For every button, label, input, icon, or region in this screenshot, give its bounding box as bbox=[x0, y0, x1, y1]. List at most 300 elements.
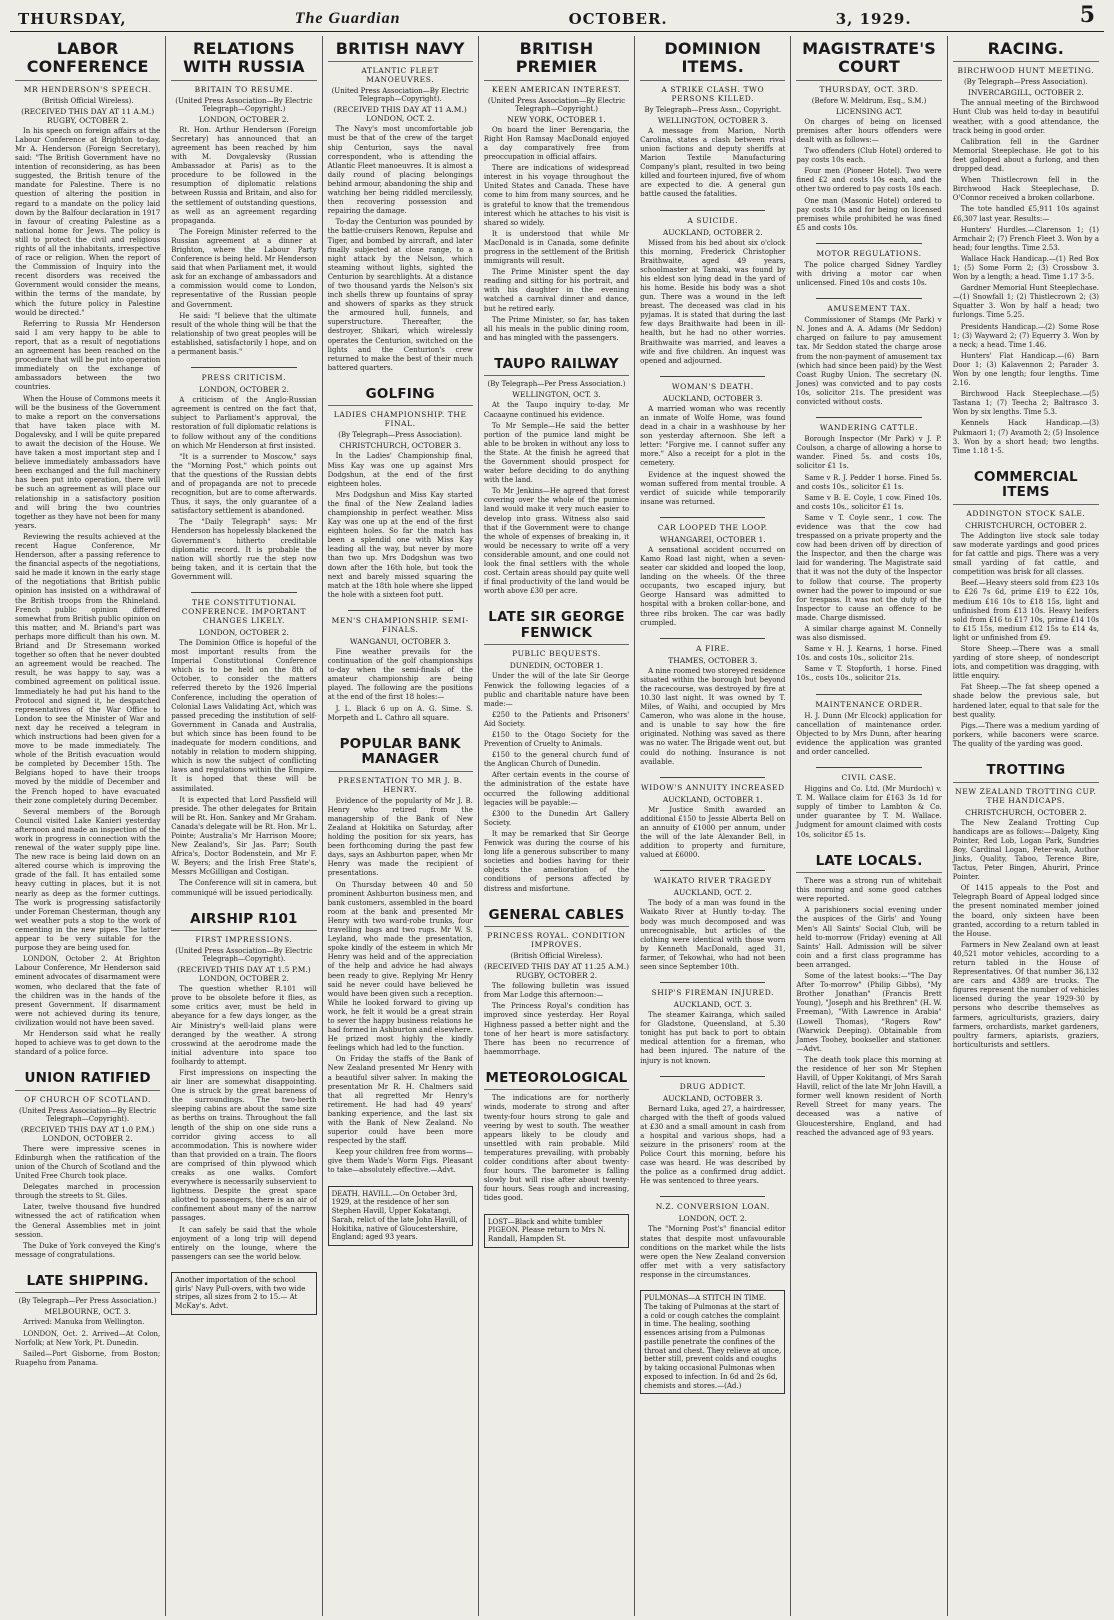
article-paragraph: On Friday the staffs of the Bank of New Zealand presented Mr Henry with a beautiful silver salver. In making the presentation Mr R. H. Chalmers said that all regretted Mr Henry's retirement. He had had 49 years' banking experience, and the last six with the Bank of New Zealand. No superior could have been more respected by the staff. bbox=[327, 1055, 473, 1146]
article-paragraph: A message from Marion, North Carolina, states a clash between rival union factions and deputy sheriffs at Marion Textile Manufacturing Company's plant, resulted in two being killed and fourteen injured, five of whom are expected to die. A general gun battle caused the fatalities. bbox=[640, 126, 786, 199]
article-subheading: PRESS CRITICISM. bbox=[201, 373, 287, 383]
article-headline: LATE SIR GEORGE FENWICK bbox=[484, 606, 629, 645]
article-headline: LATE LOCALS. bbox=[796, 850, 941, 874]
article-body bbox=[953, 99, 1099, 455]
article-paragraph: The indications are for northerly winds, moderate to strong and after twenty-four hours strong to gale and veering by west to south. The weather appears likely to be cloudy and unsettled with rain probable. Mild temperatures prevailing, with probably colder conditions after about twenty-four hours. The barometer is falling slowly but will rise after about twenty-four hours. Seas rough and increasing, tides good. bbox=[483, 1094, 630, 1203]
article-paragraph: Mr Henderson said what he really hoped to achieve was to get down to the standard of a police force. bbox=[15, 1029, 161, 1057]
article bbox=[796, 243, 941, 288]
article-paragraph: The Conference will sit in camera, but communiqué will be issued periodically. bbox=[171, 879, 317, 897]
article-subheading: FIRST IMPRESSIONS. bbox=[195, 935, 293, 945]
article-paragraph: On charges of being on licensed premises after hours offenders were dealt with as follows:— bbox=[796, 117, 942, 144]
article-headline: TAUPO RAILWAY bbox=[484, 353, 629, 377]
article-paragraph: Rt. Hon. Arthur Henderson (Foreign Secretary) has announced that an agreement has been reached by him with M. Dovgalevsky (Russian Ambassador at Paris) as to the procedure to be followed in the resumption of diplomatic relations between Russia and Britain, and also for the settlement of outstanding questions, as well as an agreement regarding propaganda. bbox=[171, 125, 317, 225]
article-subheading: LADIES CHAMPIONSHIP. THE FINAL. bbox=[333, 410, 467, 429]
article-paragraph: Referring to Russia Mr Henderson said I am very happy to be able to report, that as a result of negotiations an agreement has been reached on the procedure that will be put into operation immediately on the exchange of ambassadors between the two countries. bbox=[15, 319, 161, 392]
article-paragraph: Farmers in New Zealand own at least 40,521 motor vehicles, according to a return tabled in the House of Representatives. Of that number 36,132 are cars and 4389 are trucks. The figures represent the number of vehicles licensed during the year 1929-30 by persons who describe themselves as farmers, agriculturists, graziers, dairy farmers, orchardists, market gardeners, poultry farmers, apiarists, graziers, horticulturists and settlers. bbox=[952, 940, 1099, 1049]
article-dateline: LONDON, OCTOBER 2. bbox=[198, 385, 289, 395]
article bbox=[484, 904, 629, 1057]
article-headline: GENERAL CABLES bbox=[484, 904, 629, 928]
article-paragraph: Gardner Memorial Hunt Steeplechase.—(1) Snowfall 1; (2) Thistlecrown 2; (3) Squatter 3. Won by half a head; two furlongs. Time 5.25. bbox=[952, 284, 1099, 320]
article bbox=[953, 36, 1099, 456]
article-paragraph: The Princess Royal's condition has improved since yesterday. Her Royal Highness passed a better night and the tone of her heart is more satisfactory. There has been no recurrence of haemmorrhage. bbox=[483, 1002, 630, 1056]
article-paragraph: The tote handled £5,911 10s against £6,307 last year. Results:— bbox=[952, 205, 1099, 223]
article-paragraph: A criticism of the Anglo-Russian agreement is centred on the fact that, subject to Parliament's approval, the restoration of full diplomatic relations is to follow without any of the conditions on which Mr Henderson at first insisted. bbox=[171, 396, 317, 450]
article-body bbox=[171, 396, 316, 582]
article-headline: DOMINION ITEMS. bbox=[640, 36, 785, 81]
article-paragraph: £300 to the Dunedin Art Gallery Society. bbox=[483, 809, 630, 827]
article-paragraph: When Thistlecrown fell in the Birchwood Hack Steeplechase, D. O'Connor received a broken collarbone. bbox=[952, 176, 1099, 203]
article-paragraph: Commissioner of Stamps (Mr Park) v N. Jones and A. A. Adams (Mr Seddon) charged on failure to pay amusement tax. Mr Seddon stated the charge arose from the non-payment of amusement tax (which had since been paid) by the West Coast Rugby Union. The secretary (N. Jones) was convicted and to pay costs 10s, solicitor 21s. The president was convicted without costs. bbox=[796, 316, 942, 407]
article-body bbox=[640, 405, 785, 507]
article-subheading: PUBLIC BEQUESTS. bbox=[512, 649, 601, 659]
article-paragraph: At the Taupo inquiry to-day, Mr Cacaayne continued his evidence. bbox=[483, 401, 630, 419]
article-paragraph: Borough Inspector (Mr Park) v J. P. Coulson, a charge of allowing a horse to wander. Fined 5s. and costs 10s, solicitor £1 1s. bbox=[796, 435, 942, 471]
section-divider bbox=[660, 777, 765, 778]
article-paragraph: He said: "I believe that the ultimate result of the whole thing will be that the relationship of two great peoples will be established, satisfactorily I hope, and on a permanent basis." bbox=[171, 311, 317, 357]
section-divider bbox=[191, 592, 296, 593]
article-body bbox=[796, 785, 941, 840]
article-headline: GOLFING bbox=[328, 383, 473, 407]
advertisement: PULMONAS—A STITCH IN TIME. The taking of Pulmonas at the start of a cold or cough catches the complaint in time. The healing, soothing essences arising from a Pulmonas pastille penetrate the confines of the throat and chest. They relieve at once, better still, prevent colds and coughs by taking occasional Pulmonas when exposed to infection. In 6d and 2s 6d, chemists and stores.—(Ad.) bbox=[640, 1290, 785, 1394]
article-body bbox=[328, 125, 473, 373]
column-1 bbox=[10, 36, 166, 1616]
article-paragraph: Calibration fell in the Gardner Memorial Steeplechase. He got to his feet galloped about a furlong, and then dropped dead. bbox=[952, 137, 1099, 174]
article-body bbox=[15, 127, 160, 1057]
article-paragraph: The Prime Minister spent the day reading and sitting for his portrait, and with his daughter in the evening watched a carnival dinner and dance, but he retired early. bbox=[483, 268, 630, 313]
article-paragraph: First impressions on inspecting the air liner are somewhat disappointing. One is struck by the great bareness of the surroundings. The two-berth sleeping cabins are about the same size as berths on trains. Throughout the fall length of the ship on one side runs a corridor giving access to all accommodation. This is nowhere wider than that provided on a train. The floors are comprised of thin plywood which creaks as one walks. Comfort everywhere is necessarily subservient to lightness. Despite the great space allotted to passengers, there is an air of confinement about many of the narrow passages. bbox=[171, 1068, 317, 1223]
article-body bbox=[640, 546, 785, 628]
masthead-paper-name: The Guardian bbox=[294, 10, 401, 27]
article-paragraph: LONDON, October 2. At Brighton Labour Conference, Mr Henderson said eminent advocates of disarmament were women, who declared that the fate of the children was in the hands of the present Government. If disarmament were not achieved during its tenure, civilization would not have been saved. bbox=[15, 955, 161, 1027]
article-paragraph: Mr Justice Smith awarded an additional £150 to Jessie Alberta Bell on an annuity of £1000 per annum, under the will of the late Alexander Bell, in addition to property and furniture, valued at £6000. bbox=[640, 805, 786, 860]
article-paragraph: Presidents Handicap.—(2) Some Rose 1; (3) Wayward 2; (7) Equerry 3. Won by a neck; a head. Time 1.46. bbox=[952, 322, 1099, 349]
article-paragraph: Fat Sheep.—The fat sheep opened a shade below the previous sale, but hardened later, equal to that sale for the best quality. bbox=[952, 683, 1099, 719]
article-dateline: (RECEIVED THIS DAY AT 11 A.M.) LONDON, OCT. 2. bbox=[333, 105, 467, 124]
article-paragraph: Birchwood Hack Steeplechase.—(5) Tastana 1; (7) Teecha 2; Baltrasco 3. Won by six lengths. Time 5.3. bbox=[952, 390, 1099, 417]
article-paragraph: Same v B. E. Coyle, 1 cow. Fined 10s. and costs 10s., solicitor £1 1s. bbox=[796, 493, 942, 511]
article-body bbox=[484, 672, 629, 893]
article bbox=[640, 36, 785, 200]
article-subheading: WIDOW'S ANNUITY INCREASED bbox=[640, 782, 785, 792]
article-dateline: LONDON, OCT. 2. bbox=[678, 1214, 747, 1224]
article-paragraph: Beef.—Heavy steers sold from £23 10s to £26 7s 6d, prime £19 to £22 10s, medium £16 10s to £18 15s, light and unfinished from £13 10s. Heavy heifers sold from £16 to £17 10s, prime £14 10s to £15 15s, medium £12 15s to £14 4s, light or unfinished from £9. bbox=[952, 579, 1099, 642]
article-paragraph: To-day the Centurion was pounded by the battle-cruisers Renown, Repulse and Tiger, and bombed by aircraft, and later finally subjected at close range, to a night attack by the Nelson, which steaming without lights, sighted the Centurion by searchlights. At a distance of two thousand yards the Nelson's six inch shells threw up fountains of spray and showers of sparks as they struck the armoured hull, funnels, and superstructure. Thereafter, the destroyer, Shikari, which wirelessly operates the Centurion, switched on the lights and the Centurion's crew returned to make the best of their much battered quarters. bbox=[327, 218, 473, 372]
article-paragraph: Bernard Luka, aged 27, a hairdresser, charged with the theft of goods valued at £30 and a small amount in cash from a hospital and various shops, had a seizure in the prisoners' room at the Police Court this morning, before his case was heard. He was described by the police as a confirmed drug addict. He was sentenced to three years. bbox=[640, 1104, 786, 1186]
article-credit: (United Press Association—By Electric Telegraph—Copyright.) bbox=[487, 96, 626, 113]
article-paragraph: Missed from his bed about six o'clock this morning, Frederick Christopher Braithwaite, aged 49 years, schoolmaster at Tamaki, was found by his eldest son lying dead in the yard of his home. Beside his body was a shot gun. There was a wound in the left breast. The deceased was clad in his pyjamas. It is stated that during the last few days Braithwaite had been in ill-health, but he had no other worries. Braithwaite was married, and leaves a wife and five children. An inquest was opened and adjourned. bbox=[640, 238, 786, 365]
article-headline: UNION RATIFIED bbox=[15, 1067, 160, 1091]
article-subheading: CAR LOOPED THE LOOP. bbox=[657, 522, 768, 532]
article-paragraph: A married woman who was recently an inmate of Wolfe Home, was found dead in a chair in a washhouse by her son yesterday afternoon. She left a letter: "Forgive me. I cannot suffer any more." Also a receipt for a plot in the cemetery. bbox=[640, 404, 786, 468]
article bbox=[953, 466, 1099, 749]
section-divider bbox=[816, 767, 921, 768]
article-paragraph: The steamer Kairanga, which sailed for Gladstone, Queensland, at 5.30 tonight has put back to port to obtain medical attention for a fireman, who had been injured. The nature of the injury is not known. bbox=[640, 1011, 786, 1065]
article-paragraph: Same v R. J. Pedder 1 horse. Fined 5s. and costs 10s., solicitor £1 1s. bbox=[796, 473, 942, 491]
article-credit: (By Telegraph—Per Press Association.) bbox=[487, 380, 626, 389]
article-subheading: NEW ZEALAND TROTTING CUP. THE HANDICAPS. bbox=[955, 786, 1097, 805]
article bbox=[640, 638, 785, 767]
article-paragraph: J. L. Black 6 up on A. G. Sime. S. Morpeth and L. Cathro all square. bbox=[327, 704, 473, 722]
article-subheading: DRUG ADDICT. bbox=[679, 1081, 746, 1091]
section-divider bbox=[348, 610, 453, 611]
article-credit: (By Telegraph—Press Association). bbox=[963, 78, 1088, 87]
article-paragraph: There were impressive scenes in Edinburgh when the ratification of the union of the Church of Scotland and the United Free Church took place. bbox=[15, 1144, 161, 1181]
article-paragraph: Store Sheep.—There was a small yarding of store sheep, of nondescript lots, and competition was dragging, with little enquiry. bbox=[952, 645, 1099, 681]
article-paragraph: Keep your children free from worms—give them Wade's Worm Figs. Pleasant to take—absolutely effective.—Advt. bbox=[327, 1148, 473, 1175]
article-dateline: WELLINGTON, OCT. 3. bbox=[512, 390, 601, 400]
article-body bbox=[953, 532, 1099, 749]
article-paragraph: Hunters' Flat Handicap.—(6) Barn Door 1; (3) Kalavennon 2; Parader 3. Won by one length; four lengths. Time 2.16. bbox=[952, 351, 1099, 388]
article-body bbox=[484, 126, 629, 343]
article-credit: (United Press Association—By Electric Telegraph—Copyright). bbox=[175, 947, 313, 964]
article-paragraph: In his speech on foreign affairs at the Labour Conference at Brighton to-day, Mr A. Henderson (Foreign Secretary), said: "The British Government have no intention of reconsidering, as has been suggested, the British tenure of the mandate for Palestine. There is no question of altering the position in regard to a mandate on the policy laid down by the Balfour declaration in 1917 in favour of creating Palestine as a national home for Jews. The policy is still to protect the civil and religious rights of all the inhabitants, irrespective of race or religion. When the report of the Commission of Inquiry into the recent disorders was received the Government would consider the means, within the terms of the mandate, by which the future policy in Palestine would be directed." bbox=[15, 126, 161, 317]
article-paragraph: Same v H. J. Kearns, 1 horse. Fined 10s. and costs 10s., solicitor 21s. bbox=[796, 645, 942, 663]
article bbox=[796, 694, 941, 757]
article-dateline: INVERCARGILL, OCTOBER 2. bbox=[967, 88, 1084, 98]
article-headline: RELATIONS WITH RUSSIA bbox=[171, 36, 316, 81]
article-paragraph: A parishioners social evening under the auspices of the Girls' and Young Men's All Saints' Social Club, will be held to-morrow (Friday) evening at All Saints' Hall. Admission will be silver coin and a first class programme has been arranged. bbox=[796, 906, 942, 969]
article-paragraph: There are indications of widespread interest in his voyage throughout the United States and Canada. These have come to him from many sources, and he is grateful to know that the tremendous interest which he attaches to his visit is shared so widely. bbox=[483, 164, 630, 227]
article-paragraph: On board the liner Berengaria, the Right Hon Ramsay MacDonald enjoyed a day comparatively free from preoccupation in official affairs. bbox=[483, 125, 630, 162]
section-divider bbox=[660, 1196, 765, 1197]
article-paragraph: Mrs Dodgshun and Miss Kay started the final of the New Zealand ladies championship in perfect weather. Miss Kay was one up at the end of the first eighteen holes. So far the match has been a splendid one with Miss Kay leading all the way, but never by more than two up. Mrs Dodgshun was two down after the 16th hole, but took the next and barely missed squaring the match at the 18th hole where she lipped the hole with a sixteen foot putt. bbox=[327, 490, 473, 599]
article-headline: RACING. bbox=[953, 36, 1099, 62]
article-body bbox=[171, 126, 316, 357]
article-paragraph: A sensational accident occurred on Kamo Road last night, when a seven-seater car skidded and looped the loop, landing on the wheels. Of the three occupants, two escaped injury, but George Hansard was admitted to hospital with a broken collar-bone, and three ribs broken. The car was badly crumpled. bbox=[640, 545, 786, 627]
article-subheading: AMUSEMENT TAX. bbox=[827, 304, 911, 314]
masthead bbox=[10, 2, 1104, 32]
article-body bbox=[171, 639, 316, 898]
article bbox=[796, 767, 941, 840]
article bbox=[953, 759, 1099, 1050]
article-paragraph: It is understood that while Mr MacDonald is in Canada, some definite progress in the settlement of the British immigrants will result. bbox=[483, 229, 630, 266]
article-dateline: DUNEDIN, OCTOBER 1. bbox=[509, 661, 604, 671]
article-body bbox=[640, 667, 785, 767]
article-headline: BRITISH NAVY bbox=[328, 36, 473, 62]
article-dateline: LONDON, OCTOBER 2. bbox=[198, 628, 289, 637]
article-paragraph: Same v T. Stopforth, 1 horse. Fined 10s., costs 10s., solicitor 21s. bbox=[796, 665, 942, 683]
article-body bbox=[796, 435, 941, 683]
article-paragraph: The question whether R.101 will prove to be obsolete before it flies, as some critics aver, must be held in abeyance for a few days longer, as the Air Ministry's well-laid plans were deranged by the weather. A strong crosswind at the aerodrome made the initial adventure into space too foolhardy to attempt. bbox=[171, 985, 317, 1066]
article-dateline: AUCKLAND, OCTOBER 2. bbox=[662, 227, 763, 237]
article-credit: (United Press Association—By Electric Telegraph—Copyright). bbox=[331, 87, 469, 104]
article-dateline: MELBOURNE, OCT. 3. bbox=[44, 1307, 131, 1317]
article-paragraph: Arrived: Manuka from Wellington. bbox=[23, 1318, 145, 1327]
article-headline: COMMERCIAL ITEMS bbox=[953, 466, 1099, 505]
article-paragraph: A similar charge against M. Connelly was also dismissed. bbox=[796, 625, 942, 643]
article-paragraph: Pigs.—There was a medium yarding of porkers, while baconers were scarce. The quality of the yarding was good. bbox=[952, 721, 1099, 748]
section-divider bbox=[816, 417, 921, 418]
article-body bbox=[640, 1105, 785, 1187]
article bbox=[640, 376, 785, 507]
article-paragraph: Some of the latest books:—"The Day After To-morrow" (Philip Gibbs), "My Brother Jonathan" (Francis Brett Young), "Joseph and his Brethren" (H. W. Freeman), "With Lawrence in Arabia" (Lowell Thomas), "Rogers Row" (Warwick Deeping). Obtainable from James Toohey, bookseller and stationer.—Advt. bbox=[796, 972, 942, 1053]
article-subheading: THURSDAY, OCT. 3RD. bbox=[819, 84, 919, 94]
article bbox=[640, 982, 785, 1066]
article-credit: By Telegraph—Press Assn., Copyright. bbox=[644, 105, 782, 114]
article-subheading: WANDERING CATTLE. bbox=[819, 423, 919, 433]
article-paragraph: It may be remarked that Sir George Fenwick was during the course of his long life a generous subscriber to many societies and bodies having for their objects the amelioration of the conditions of persons affected by distress and misfortune. bbox=[483, 829, 630, 893]
article bbox=[171, 36, 316, 357]
article-dateline: AUCKLAND, OCTOBER 3. bbox=[662, 393, 763, 403]
article-body bbox=[484, 401, 629, 596]
article-subheading: KEEN AMERICAN INTEREST. bbox=[491, 84, 622, 94]
article-paragraph: In the Ladies' Championship final, Miss Kay was one up against Mrs Dodgshun, at the end of the first eighteen holes. bbox=[327, 452, 473, 488]
article-dateline: AUCKLAND, OCTOBER 1. bbox=[662, 794, 763, 804]
article bbox=[328, 36, 473, 373]
article-subheading: PRINCESS ROYAL. CONDITION IMPROVES. bbox=[487, 931, 626, 950]
article-body bbox=[640, 1011, 785, 1066]
article-body bbox=[484, 1094, 629, 1203]
article-subheading: MAINTENANCE ORDER. bbox=[815, 699, 923, 709]
article-paragraph: Same v T. Coyle senr., 1 cow. The evidence was that the cow had trespassed on a private property and the cow had been driven off by direction of the Inspector, and then the charge was laid for wandering. The Magistrate said that it was not the duty of the Inspector to follow that course. The property owner had the power to impound or sue for trespass. It was not the duty of the Inspector to cause an offence to be made. Charge dismissed. bbox=[796, 513, 942, 622]
article-paragraph: Sailed—Port Gisborne, from Boston; Ruapehu from Panama. bbox=[15, 1349, 161, 1367]
article-subheading: MEN'S CHAMPIONSHIP. SEMI-FINALS. bbox=[331, 615, 469, 634]
article-subheading: PRESENTATION TO MR J. B. HENRY. bbox=[337, 775, 463, 794]
advertisement: LOST—Black and white tumbler PIGEON. Please return to Mrs N. Randall, Hampden St. bbox=[484, 1214, 629, 1248]
article-body bbox=[796, 261, 941, 288]
article bbox=[796, 850, 941, 1138]
article-paragraph: Later, twelve thousand five hundred witnessed the act of ratification when the General Assemblies met in joint session. bbox=[15, 1203, 161, 1239]
article-paragraph: The Prime Minister, so far, has taken all his meals in the public dining room, and has mingled with the passengers. bbox=[483, 315, 630, 342]
article-dateline: AUCKLAND, OCT. 2. bbox=[673, 888, 752, 898]
article-headline: LATE SHIPPING. bbox=[15, 1270, 160, 1294]
article bbox=[15, 1270, 160, 1368]
article-dateline: WELLINGTON, OCTOBER 3. bbox=[657, 115, 768, 125]
article-body bbox=[328, 648, 473, 723]
article-paragraph: Delegates marched in procession through the streets to St. Giles. bbox=[15, 1183, 161, 1201]
article-subheading: WOMAN'S DEATH. bbox=[671, 381, 754, 391]
article-body bbox=[796, 118, 941, 233]
section-divider bbox=[816, 694, 921, 695]
article bbox=[484, 36, 629, 343]
article-paragraph: To Mr Semple—He said the better portion of the pumice land might be able to be broken in without any loss to the State. At the finish he agreed that the Government should prospect for water before deciding to do anything with the land. bbox=[483, 421, 630, 485]
article-subheading: A STRIKE CLASH. TWO PERSONS KILLED. bbox=[661, 84, 765, 103]
article-subheading: ATLANTIC FLEET MANOEUVRES. bbox=[361, 66, 439, 85]
article-paragraph: "It is a surrender to Moscow," says the "Morning Post," which points out that the questions of the Russian debts and of propaganda are not to precede recognition, but are to come afterwards. Thus, it says, the only guarantee of a satisfactory settlement is abandoned. bbox=[171, 452, 317, 516]
section-divider bbox=[660, 870, 765, 871]
article bbox=[171, 592, 316, 898]
column-5 bbox=[635, 36, 791, 1616]
article-credit: (United Press Association—By Electric Telegraph—Copyright). bbox=[19, 1106, 157, 1123]
section-divider bbox=[660, 376, 765, 377]
section-divider bbox=[816, 298, 921, 299]
article-paragraph: The Addington live stock sale today saw moderate yardings and good prices for fat cattle and pigs. There was a very small yarding of fat cattle, and competition was brisk for all classes. bbox=[952, 531, 1099, 577]
section-divider bbox=[660, 1076, 765, 1077]
article-paragraph: The police charged Sidney Yardley with driving a motor car when unlicensed. Fined 10s and costs 10s. bbox=[796, 260, 942, 288]
article-headline: AIRSHIP R101 bbox=[171, 908, 316, 932]
article-headline: METEOROLOGICAL bbox=[484, 1067, 629, 1091]
article-body bbox=[640, 806, 785, 861]
article bbox=[328, 383, 473, 600]
article-subheading: MR HENDERSON'S SPEECH. bbox=[23, 84, 152, 94]
article bbox=[640, 870, 785, 972]
article-paragraph: The death took place this morning at the residence of her son Mr Stephen Havill, of Upper Kokitangi, of Mrs Sarah Havill, relict of the late Mr John Havill, a former well known resident of North Revell Street for many years. The deceased was a native of Gloucestershire, England, and had reached the advanced age of 93 years. bbox=[796, 1055, 942, 1137]
article bbox=[328, 610, 473, 723]
article-paragraph: The annual meeting of the Birchwood Hunt Club was held to-day in beautiful weather, with a good attendance, the track being in good order. bbox=[952, 99, 1099, 135]
article-paragraph: H. J. Dunn (Mr Elcock) application for cancellation of maintenance order. Objected to by Mrs Dunn, after hearing evidence the application was granted and order cancelled. bbox=[796, 711, 942, 756]
article-paragraph: When the House of Commons meets it will be the business of the Government to make a report on the conversations that have taken place with M. Dogalevsky, and I will be quite prepared to await the decision of the House. We have taken a most important step and I believe immediately ambassadors have been exchanged and the full machinery has been put into operation, there will be such an agreement as will place our relationship in a satisfactory position and will bring the two countries together as they have not been for many years. bbox=[15, 394, 161, 530]
article-subheading: MOTOR REGULATIONS. bbox=[816, 248, 922, 258]
article-credit: (British Official Wireless). bbox=[41, 96, 134, 105]
article-paragraph: £250 to the Patients and Prisoners' Aid Society. bbox=[483, 710, 630, 728]
article-dateline: (RECEIVED THIS DAY AT 1.0 P.M.) LONDON, OCTOBER 2. bbox=[20, 1124, 155, 1143]
article bbox=[484, 606, 629, 893]
masthead-date: 3, 1929. bbox=[835, 10, 912, 28]
article-body bbox=[15, 1318, 160, 1367]
article-subheading: N.Z. CONVERSION LOAN. bbox=[655, 1202, 770, 1212]
column-6 bbox=[791, 36, 947, 1616]
article bbox=[640, 777, 785, 861]
article-dateline: (RECEIVED THIS DAY AT 1.5 P.M.) LONDON, OCTOBER 2. bbox=[177, 965, 311, 984]
article-subheading: CIVIL CASE. bbox=[841, 773, 897, 783]
article-dateline: AUCKLAND, OCT. 3. bbox=[673, 1000, 752, 1010]
section-divider bbox=[660, 517, 765, 518]
article-paragraph: Hunters' Hurdles.—Clarenson 1; (1) Armchair 2; (7) French Fleet 3. Won by a head; four lengths. Time 2.53. bbox=[952, 225, 1099, 252]
article-dateline: LONDON, OCTOBER 2. bbox=[198, 114, 289, 124]
section-divider bbox=[191, 367, 296, 368]
article-subheading: ADDINGTON STOCK SALE. bbox=[966, 508, 1086, 518]
article-headline: POPULAR BANK MANAGER bbox=[328, 733, 473, 772]
death-notice: DEATH. HAVILL.—On October 3rd, 1929, at the residence of her son Stephen Havill, Upper Kokatangi, Sarah, relict of the late John Havill, of Hokitika, native of Gloucestershire, England; aged 93 years. bbox=[328, 1186, 473, 1247]
article-dateline: CHRISTCHURCH, OCTOBER 2. bbox=[965, 807, 1087, 817]
article bbox=[484, 353, 629, 596]
article-paragraph: Under the will of the late Sir George Fenwick the following legacies of a public and charitable nature have been made:— bbox=[483, 672, 630, 708]
section-divider bbox=[660, 210, 765, 211]
article-body bbox=[328, 797, 473, 1176]
article-paragraph: The Duke of York conveyed the King's message of congratulations. bbox=[15, 1241, 161, 1259]
article-dateline: (RECEIVED THIS DAY AT 11.25 A.M.) RUGBY, OCTOBER 2. bbox=[483, 962, 630, 981]
article-paragraph: The following bulletin was issued from Mar Lodge this afternoon:— bbox=[483, 982, 630, 1000]
article-body bbox=[640, 127, 785, 200]
article-headline: BRITISH PREMIER bbox=[484, 36, 629, 81]
article-paragraph: Reviewing the results achieved at the recent Hague Conference, Mr Henderson, after a passing reference to the financial aspects of the negotiations, said he made it known in the early stage of the negotiations that British public opinion has insisted on a withdrawal of the British troops from the Rhineland. French public opinion differed somewhat from British public opinion on this matter, and M. Briand's part was perhaps more difficult than his own. M. Briand and Dr Stresemann worked together so often that he never doubted an agreement would be reached. The result, he was happy to say, was a combined agreement on political issue. Immediately he had put his hand to the Protocol and signed it, he despatched representatives of the War Office to London to see the Minister of War and next day he received a telegram in which instructions had been given for a move to be made immediately. The whole of the British evacuation would be completed by December 15th. The Belgians hoped to have their troops moved by the middle of December and the French hoped to have evacuated their zone completely during December. bbox=[15, 532, 161, 805]
article-paragraph: Of 1415 appeals to the Post and Telegraph Board of Appeal lodged since the present nominated member joined the board, only sixteen have been granted, according to a return tabled in the House. bbox=[952, 884, 1099, 938]
article-subheading: OF CHURCH OF SCOTLAND. bbox=[24, 1094, 151, 1104]
article-credit: (British Official Wireless). bbox=[510, 952, 603, 961]
article-paragraph: Higgins and Co. Ltd. (Mr Murdoch) v. T. M. Wallace claim for £163 3s 1d for supply of timber to Lambton & Co. under guarantee by T. M. Wallace. Judgment for amount claimed with costs 10s, solicitor £5 1s. bbox=[796, 785, 942, 839]
column-2 bbox=[166, 36, 322, 1616]
article-paragraph: The "Morning Post's" financial editor states that despite most unfavourable conditions on the market while the lists were open the New Zealand conversion offer met with a very satisfactory response in the circumstances. bbox=[640, 1225, 786, 1279]
article-paragraph: After certain events in the course of the administration of the estate have occurred the following additional legacies will be payable:— bbox=[483, 771, 630, 807]
article bbox=[796, 417, 941, 683]
article bbox=[640, 517, 785, 628]
article-subheading: A FIRE. bbox=[695, 643, 730, 653]
article-body bbox=[796, 712, 941, 757]
article-body bbox=[640, 899, 785, 972]
article-paragraph: A nine roomed two storeyed residence situated within the borough but beyond the racecourse, was destroyed by fire at 10.30 last night. It was owned by T. Miles, of Waihi, and occupied by Mrs Cameron, who was alone in the house, and is unable to say how the fire originated. Nothing was saved as there was no water. The Brigade went out, but could do nothing. Insurance is not available. bbox=[640, 666, 786, 766]
article bbox=[484, 1067, 629, 1204]
article bbox=[640, 1076, 785, 1187]
columns bbox=[10, 36, 1104, 1616]
advertisement: Another importation of the school girls' Navy Pull-overs, with two wide stripes, all sizes from 2 to 15.— At McKay's. Advt. bbox=[171, 1272, 316, 1315]
article-body bbox=[640, 239, 785, 366]
article-paragraph: Evidence at the inquest showed the woman suffered from mental trouble. A verdict of suicide while temporarily insane was returned. bbox=[640, 470, 786, 506]
article-dateline: NEW YORK, OCTOBER 1. bbox=[507, 114, 606, 124]
article-paragraph: £150 to the general church fund of the Anglican Church of Dunedin. bbox=[483, 751, 630, 769]
article bbox=[171, 367, 316, 582]
article-paragraph: It is expected that Lord Passfield will preside. The other delegates for Britain will be Rt. Hon. Sankey and Mr Graham. Canada's delegate will be Rt. Hon. Mr L. Pointe; Australia's Mr Harrison Moore; New Zealand's, Sir Jas. Parr; South Africa's, Doctor Bodenstein, and Mr F. W. Beyers; and the Irish Free State's, Messrs McGilligan and Costigan. bbox=[171, 795, 317, 877]
article-body bbox=[796, 877, 941, 1138]
article-body bbox=[484, 982, 629, 1057]
article-body bbox=[953, 819, 1099, 1050]
article-paragraph: The Navy's most uncomfortable job must be that of the crew of the target ship Centurion, says the naval correspondent, who is attending the Atlantic Fleet manoeuvres. It is almost a daily round of placing belongings behind armour, abandoning the ship and watching her being riddled mercilessly, then recovering possession and repairing the damage. bbox=[327, 125, 473, 216]
article-paragraph: One man (Masonic Hotel) ordered to pay costs 10s and for being on licensed premises while prohibited he was fined £5 and costs 10s. bbox=[796, 196, 942, 232]
column-7 bbox=[948, 36, 1104, 1616]
masthead-page-number: 5 bbox=[1079, 2, 1096, 28]
article-paragraph: The Dominion Office is hopeful of the most important results from the Imperial Constitutional Conference which is to be held on the 8th of October, to consider the matters referred thereto by the 1926 Imperial Conference, including the operation of Colonial Laws Validating Act, which was passed preceding the institution of self-Government in Canada and Australia, but which since has been found to be inadequate for modern conditions, and notably in relation to modern shipping, which is now the subject of conflicting laws and regulations within the Empire. It is hoped that these will be assimilated. bbox=[171, 639, 317, 793]
article bbox=[171, 908, 316, 1262]
article-credit: (Before W. Meldrum, Esq., S.M.) bbox=[811, 96, 927, 105]
section-divider bbox=[660, 638, 765, 639]
article-credit: (United Press Association—By Electric Telegraph—Copyright.) bbox=[175, 96, 313, 113]
article-paragraph: The body of a man was found in the Waikato River at Huntly to-day. The body was much decomposed and was unrecognisable, but articles of the clothing were identical with those worn by Kenneth MacDonald, aged 31, farmer, of Tekowhai, who had not been seen since September 10th. bbox=[640, 899, 786, 971]
article-paragraph: The "Daily Telegraph" says: Mr Henderson has hopelessly blackened the Government's hitherto creditable diplomatic record. It is probable the nation will shortly rue the step now being taken, and it is certain that the Government will. bbox=[171, 518, 317, 581]
article-body bbox=[328, 452, 473, 600]
article-body bbox=[171, 985, 316, 1262]
article-headline: TROTTING bbox=[953, 759, 1099, 783]
section-divider bbox=[660, 982, 765, 983]
article-credit: (By Telegraph—Press Association). bbox=[338, 431, 463, 440]
article-paragraph: LONDON, Oct. 2. Arrived—At Colon, Norfolk; at New York, Pt. Dunedin. bbox=[15, 1329, 161, 1347]
article-paragraph: There was a strong run of whitebait this morning and some good catches were reported. bbox=[796, 877, 942, 904]
article-subheading: SHIP'S FIREMAN INJURED. bbox=[651, 988, 775, 998]
article-dateline: WANGANUI, OCTOBER 3. bbox=[349, 636, 451, 646]
article-body bbox=[796, 316, 941, 407]
masthead-day: THURSDAY, bbox=[18, 10, 127, 28]
article-credit: (By Telegraph—Per Press Association.) bbox=[18, 1297, 157, 1306]
article-paragraph: It can safely be said that the whole enjoyment of a long trip will depend entirely on the lounge, where the passengers can see the world below. bbox=[171, 1225, 317, 1261]
article-paragraph: Kennels Hack Handicap.—(3) Pukmaori 1; (7) Avamoth 2; (5) Insolence 3. Won by a short head; two lengths. Time 1.18 1-5. bbox=[952, 419, 1099, 455]
article-subheading: A SUICIDE. bbox=[687, 215, 739, 225]
article-paragraph: Two offenders (Club Hotel) ordered to pay costs 10s each. bbox=[796, 147, 942, 165]
article-dateline: CHRISTCHURCH, OCTOBER 2. bbox=[965, 520, 1087, 530]
article-paragraph: Four men (Pioneer Hotel). Two were fined £2 and costs 10s each, and the other two ordered to pay costs 10s each. bbox=[796, 167, 942, 194]
article bbox=[796, 36, 941, 233]
article bbox=[15, 1067, 160, 1260]
article-paragraph: Fine weather prevails for the continuation of the golf championships to-day when the semi-finals of the amateur championship are being played. The following are the positions at the end of the first 18 holes:— bbox=[327, 647, 473, 702]
article-body bbox=[640, 1225, 785, 1280]
column-3 bbox=[323, 36, 479, 1616]
article bbox=[328, 733, 473, 1176]
article-headline: MAGISTRATE'S COURT bbox=[796, 36, 941, 81]
article-dateline: (RECEIVED THIS DAY AT 11 A.M.) RUGBY, OCTOBER 2. bbox=[21, 106, 155, 125]
article-subheading: THE CONSTITUTIONAL CONFERENCE. IMPORTANT CHANGES LIKELY. bbox=[181, 598, 307, 625]
article-dateline: CHRISTCHURCH, OCTOBER 3. bbox=[339, 441, 461, 451]
article bbox=[15, 36, 160, 1057]
article-paragraph: Several members of the Borough Council visited Lake Kanieri yesterday afternoon and made an inspection of the work in progress in connection with the renewal of the water supply pipe line. The new race is being laid down on an altered course which is improving the grade of the fall. It has entailed some heavy cutting in places, but it is not nearly as deep as the former cuttings. The work is progressing satisfactorily under Foreman Chesterman, though any wet weather puts a stop to the work of cementing in the new pipes. The latter appear to be very suitable for the purpose they are being used for. bbox=[15, 807, 161, 953]
article-paragraph: To Mr Jenkins—He agreed that forest covering over the whole of the pumice land would make it very much easier to develop into grass. Witness also said that if the Government were to change the whole of expenses of breaking in, it would be necessary to write off a very considerable amount, and one could not look the final settlers with the whole cost. Certain areas should pay quite well if final productivity of the land would be worth above £30 per acre. bbox=[483, 487, 630, 596]
article-subheading: WAIKATO RIVER TRAGEDY bbox=[653, 876, 772, 886]
section-divider bbox=[816, 243, 921, 244]
article-paragraph: The Foreign Minister referred to the Russian agreement at a dinner at Brighton, where the Labour Party Conference is being held. Mr Henderson said that when Parliament met, it would ask for an exchange of ambassadors and a commission would come to London, representative of the Russian people and Government. bbox=[171, 227, 317, 309]
article-subheading: BIRCHWOOD HUNT MEETING. bbox=[957, 66, 1095, 76]
article-dateline: THAMES, OCTOBER 3. bbox=[668, 655, 758, 665]
article-body bbox=[15, 1145, 160, 1260]
masthead-month: OCTOBER. bbox=[568, 10, 668, 28]
article-paragraph: The New Zealand Trotting Cup handicaps are as follows:—Dalgety, King Pointer, Red Lob, Logan Park, Sundries Boy, Cardinal Logan, Peter-wah, Author Jinks, Quality, Taboo, Terence Bire, Tactus, Peter Bingen, Ahuriri, Prince Pointer. bbox=[952, 818, 1099, 882]
article-paragraph: Wallace Hack Handicap.—(1) Red Box 1; (5) Some Form 2; (3) Crossbow 3. Won by a length; a head. Time 1.17 3-5. bbox=[952, 254, 1099, 282]
article-paragraph: £150 to the Otago Society for the Prevention of Cruelty to Animals. bbox=[483, 731, 630, 749]
article-subheading: BRITAIN TO RESUME. bbox=[194, 84, 294, 94]
article bbox=[640, 210, 785, 366]
article-dateline: AUCKLAND, OCTOBER 3. bbox=[662, 1093, 763, 1103]
column-4 bbox=[479, 36, 635, 1616]
article bbox=[796, 298, 941, 407]
article-dateline: WHANGAREI, OCTOBER 1. bbox=[659, 534, 766, 544]
article-paragraph: Evidence of the popularity of Mr J. B. Henry who retired from the managership of the Bank of New Zealand at Hokitika on Saturday, after holding the position for six years, has been forthcoming during the past few days, says an Ashburton paper, when Mr Henry was made the recipient of presentations. bbox=[327, 796, 473, 878]
article bbox=[640, 1196, 785, 1280]
article-headline: LABOR CONFERENCE bbox=[15, 36, 160, 81]
